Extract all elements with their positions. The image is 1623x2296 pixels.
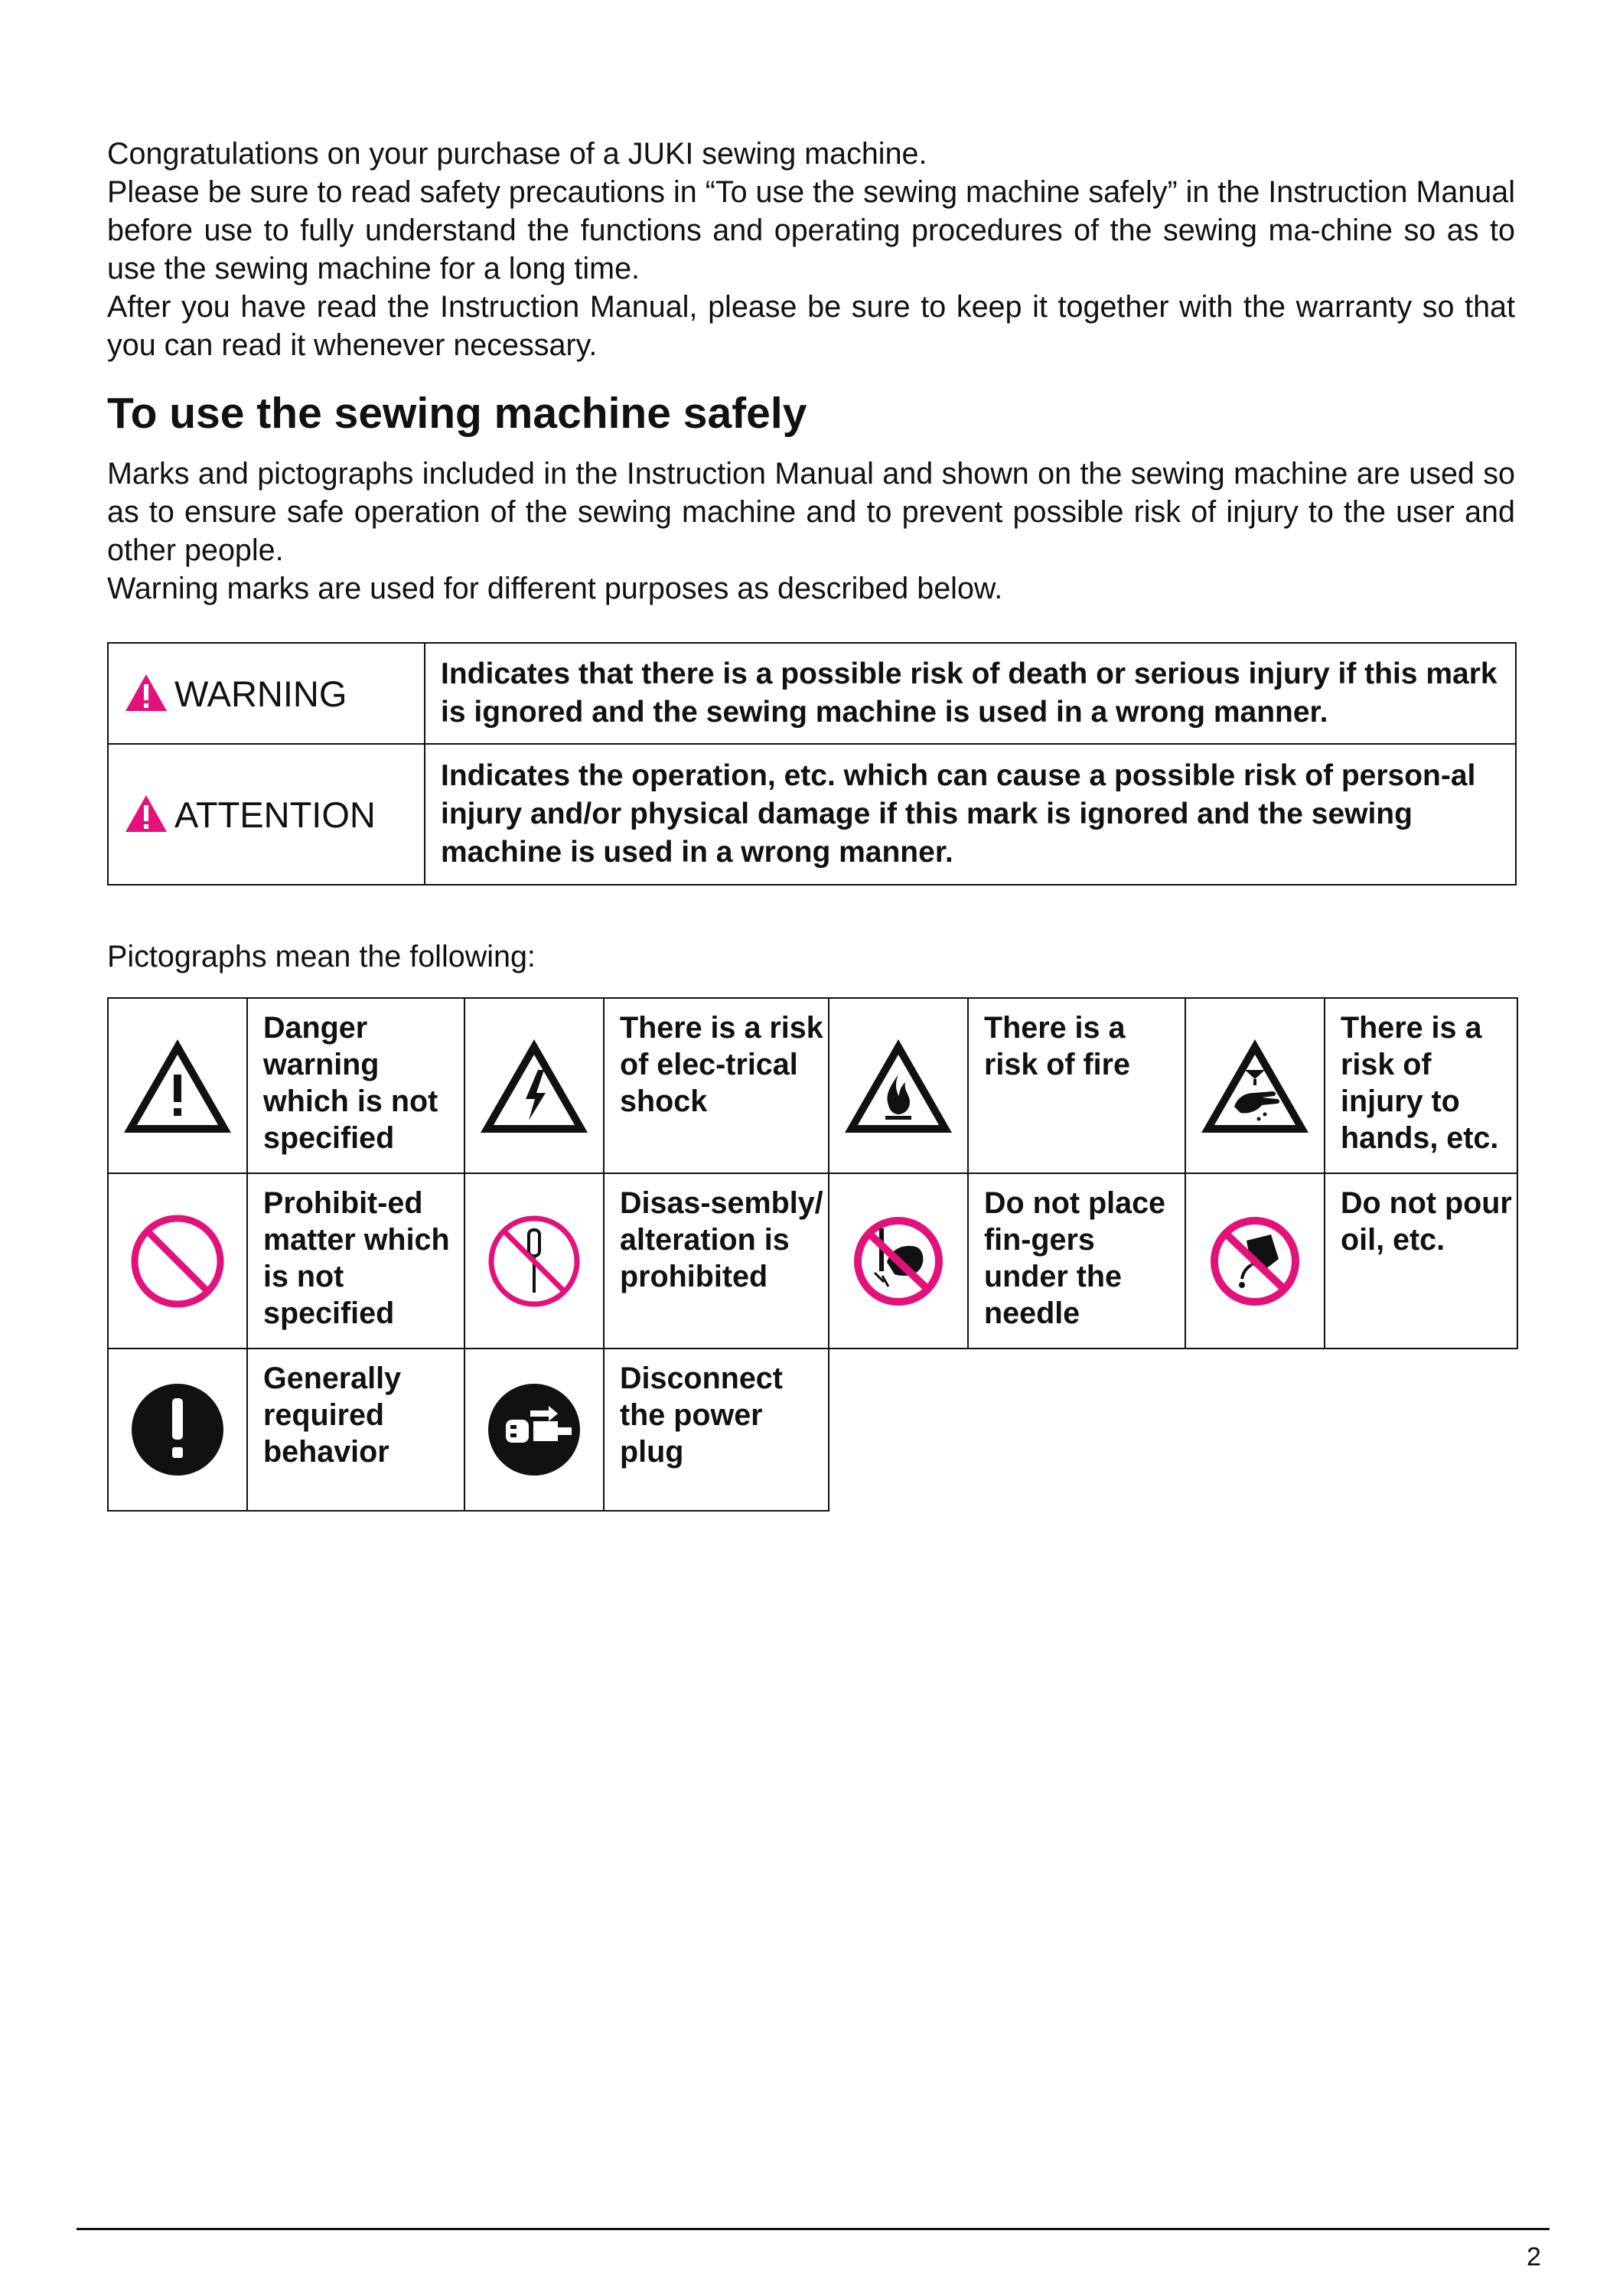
pictograph-icon-cell	[108, 1349, 247, 1511]
intro-text	[107, 135, 1515, 364]
pictograph-icon-cell	[464, 998, 604, 1173]
disconnect-plug-icon	[484, 1380, 584, 1479]
electric-shock-icon	[477, 1035, 592, 1137]
general-warning-icon	[120, 1035, 235, 1137]
marks-intro-text	[107, 455, 1515, 608]
attention-label: ATTENTION	[174, 794, 376, 835]
hand-injury-icon	[1198, 1035, 1312, 1137]
intro-paragraph: After you have read the Instruction Manual, please be sure to keep it together with the warranty so that you can read it whenever necessary.	[107, 290, 1515, 362]
pictograph-text: There is a risk of elec-trical shock	[604, 998, 829, 1173]
warning-label: WARNING	[174, 673, 347, 714]
pictograph-text: Danger warning which is not specified	[247, 998, 464, 1173]
page-number: 2	[1527, 2242, 1541, 2272]
pictograph-text: Do not pour oil, etc.	[1325, 1173, 1517, 1349]
prohibited-icon	[128, 1212, 227, 1311]
pictograph-text: Generally required behavior	[247, 1349, 464, 1511]
no-pouring-oil-icon	[1205, 1212, 1305, 1311]
section-title: To use the sewing machine safely	[107, 389, 807, 438]
warning-triangle-icon	[124, 673, 168, 713]
pictograph-icon-cell	[829, 998, 968, 1173]
marks-paragraph: Marks and pictographs included in the Instruction Manual and shown on the sewing machine are used so as to ensure safe operation of the sewing machine and to prevent possible risk of injury to the user and other people.	[107, 457, 1515, 567]
pictograph-table	[107, 997, 1518, 1512]
attention-triangle-icon	[124, 794, 168, 833]
signal-row-warning	[108, 643, 1516, 744]
pictograph-icon-cell	[1185, 1173, 1325, 1349]
pictograph-text: Disas-sembly/ alteration is prohibited	[604, 1173, 829, 1349]
no-fingers-under-needle-icon	[849, 1212, 948, 1311]
marks-paragraph: Warning marks are used for different purposes as described below.	[107, 572, 1003, 605]
pictograph-text: Disconnect the power plug	[604, 1349, 829, 1511]
no-disassembly-icon	[484, 1212, 584, 1311]
footer-rule	[77, 2228, 1550, 2230]
signal-row-attention	[108, 744, 1516, 885]
pictograph-row	[108, 1349, 1517, 1511]
pictograph-text: There is a risk of injury to hands, etc.	[1325, 998, 1517, 1173]
pictograph-row	[108, 1173, 1517, 1349]
pictograph-text: There is a risk of fire	[968, 998, 1185, 1173]
pictograph-icon-cell	[829, 1173, 968, 1349]
attention-description: Indicates the operation, etc. which can cause a possible risk of person-al injury and/or physical damage if this mark is ignored and the sewing machine is used in a wrong manner.	[425, 744, 1516, 885]
intro-paragraph: Please be sure to read safety precautions in “To use the sewing machine safely” in the Instruction Manual before use to fully understand the functions and operating procedures of the sewing ma-chine so as to use the sewing machine for a long time.	[107, 175, 1515, 285]
pictograph-icon-cell	[108, 998, 247, 1173]
pictograph-text: Do not place fin-gers under the needle	[968, 1173, 1185, 1349]
warning-description: Indicates that there is a possible risk of death or serious injury if this mark is ignored and the sewing machine is used in a wrong manner.	[425, 643, 1516, 744]
pictograph-icon-cell	[464, 1349, 604, 1511]
pictograph-icon-cell	[464, 1173, 604, 1349]
pictographs-intro: Pictographs mean the following:	[107, 940, 536, 974]
pictograph-text: Prohibit-ed matter which is not specified	[247, 1173, 464, 1349]
mandatory-action-icon	[128, 1380, 227, 1479]
fire-risk-icon	[841, 1035, 956, 1137]
intro-paragraph: Congratulations on your purchase of a JUKI sewing machine.	[107, 137, 927, 171]
pictograph-icon-cell	[108, 1173, 247, 1349]
pictograph-row	[108, 998, 1517, 1173]
attention-label-cell	[108, 744, 425, 885]
signal-word-table	[107, 642, 1517, 885]
warning-label-cell	[108, 643, 425, 744]
pictograph-icon-cell	[1185, 998, 1325, 1173]
